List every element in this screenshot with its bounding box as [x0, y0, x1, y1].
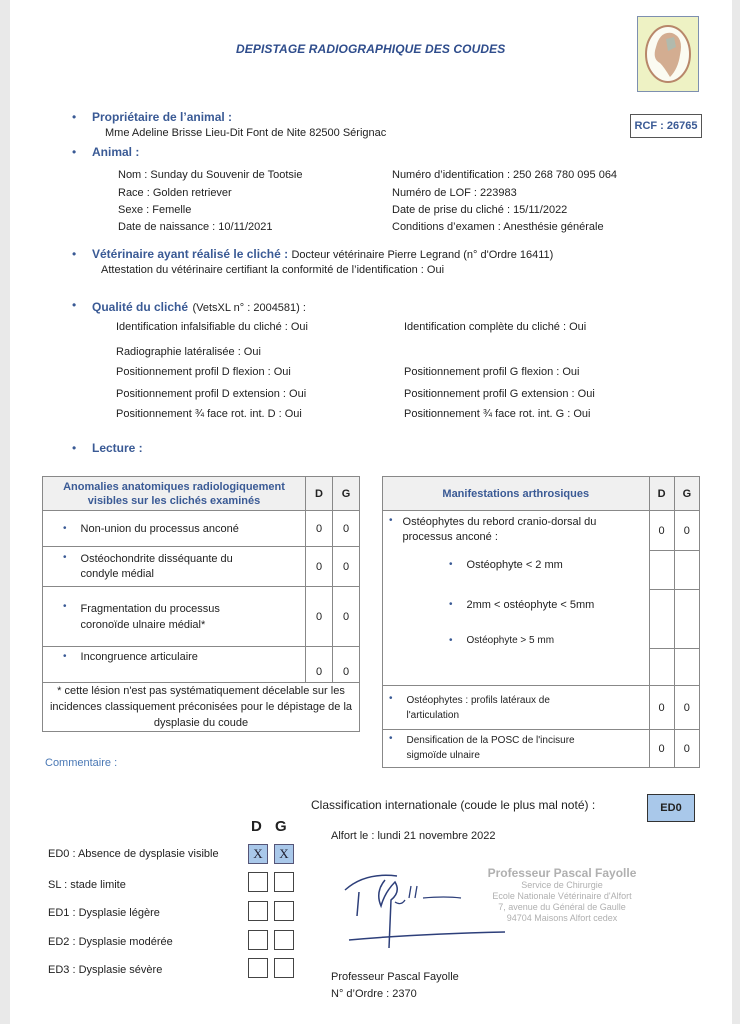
- quality-item: Positionnement profil G flexion : Oui: [404, 366, 580, 378]
- value-d: [649, 649, 674, 686]
- stamp-line: 7, avenue du Général de Gaulle: [498, 902, 626, 912]
- col-g-header: G: [333, 477, 360, 511]
- bullet-lecture: •: [72, 441, 77, 455]
- table-row: [383, 686, 700, 730]
- bullet-icon: •: [63, 600, 67, 612]
- rcf-number-box: RCF : 26765: [630, 114, 702, 138]
- row-label: Non-union du processus anconé: [80, 522, 239, 535]
- value-d: 0: [649, 730, 674, 768]
- classification-label: Classification internationale (coude le plus mal noté) :: [311, 798, 596, 812]
- animal-birthdate: Date de naissance : 10/11/2021: [118, 221, 273, 233]
- vet-attestation: Attestation du vétérinaire certifiant la conformité de l’identification : Oui: [101, 264, 445, 276]
- value-g: 0: [674, 686, 699, 730]
- quality-item: Positionnement ¾ face rot. int. D : Oui: [116, 408, 302, 420]
- stamp-line: Ecole Nationale Vétérinaire d'Alfort: [492, 891, 632, 901]
- table-row: [43, 547, 360, 587]
- checkbox-ed3-g[interactable]: [274, 958, 294, 978]
- value-d: 0: [649, 511, 674, 551]
- footnote: * cette lésion n'est pas systématiquement décelable sur les incidences classiquement préconisées pour le dépistage de la dysplasie du coude: [43, 683, 360, 732]
- animal-sex: Sexe : Femelle: [118, 204, 192, 216]
- col-g-header: G: [674, 477, 699, 511]
- row-label: 2mm < ostéophyte < 5mm: [466, 599, 595, 611]
- bullet-icon: •: [449, 599, 453, 610]
- quality-item: Positionnement profil G extension : Oui: [404, 388, 595, 400]
- dog-head-logo-icon: [637, 16, 699, 92]
- bullet-icon: •: [63, 551, 67, 563]
- animal-breed: Race : Golden retriever: [118, 187, 232, 199]
- checkbox-ed3-d[interactable]: [248, 958, 268, 978]
- row-label: Fragmentation du processus coronoïde ulnaire médial*: [80, 602, 220, 631]
- value-g: 0: [674, 730, 699, 768]
- value-g: [674, 649, 699, 686]
- classification-value: ED0: [647, 794, 695, 822]
- bullet-vet: •: [72, 247, 77, 261]
- value-d: 0: [306, 587, 333, 647]
- arthrosis-table: [382, 476, 700, 768]
- anomalies-table: [42, 476, 360, 732]
- bullet-owner: •: [72, 110, 77, 124]
- row-label: Ostéophytes : profils latéraux de l'articulation: [406, 694, 550, 721]
- signatory-order: N° d’Ordre : 2370: [331, 988, 417, 1000]
- checkbox-ed0-d[interactable]: X: [248, 844, 268, 864]
- bullet-animal: •: [72, 145, 77, 159]
- document-title: DEPISTAGE RADIOGRAPHIQUE DES COUDES: [236, 42, 506, 56]
- quality-item: Identification infalsifiable du cliché : Oui: [116, 321, 308, 333]
- document-page: [10, 0, 732, 1024]
- animal-lof-number: Numéro de LOF : 223983: [392, 187, 517, 199]
- row-label: Ostéophyte < 2 mm: [466, 559, 563, 571]
- stamp-line: 94704 Maisons Alfort cedex: [506, 913, 618, 923]
- value-g: 0: [333, 647, 360, 683]
- quality-line: [92, 298, 306, 316]
- value-d: [649, 590, 674, 649]
- checkbox-ed2-g[interactable]: [274, 930, 294, 950]
- vet-line: [92, 247, 553, 261]
- row-label: Incongruence articulaire: [80, 651, 198, 663]
- table-row: [383, 511, 700, 551]
- grade-label: ED2 : Dysplasie modérée: [48, 936, 173, 948]
- quality-heading: Qualité du cliché: [92, 300, 189, 314]
- quality-item: Positionnement profil D flexion : Oui: [116, 366, 291, 378]
- value-g: 0: [333, 587, 360, 647]
- bullet-icon: •: [389, 515, 393, 526]
- checkbox-ed1-g[interactable]: [274, 901, 294, 921]
- value-d: 0: [306, 647, 333, 683]
- owner-value: Mme Adeline Brisse Lieu-Dit Font de Nite 82500 Sérignac: [105, 127, 387, 139]
- quality-item: Positionnement profil D extension : Oui: [116, 388, 307, 400]
- checkbox-ed0-g[interactable]: X: [274, 844, 294, 864]
- grade-label: ED0 : Absence de dysplasie visible: [48, 848, 219, 860]
- animal-name: Nom : Sunday du Souvenir de Tootsie: [118, 169, 303, 181]
- vet-heading: Vétérinaire ayant réalisé le cliché :: [92, 247, 289, 261]
- grade-label: ED3 : Dysplasie sévère: [48, 964, 163, 976]
- row-label: Ostéophyte > 5 mm: [466, 635, 555, 646]
- value-d: 0: [649, 686, 674, 730]
- value-d: 0: [306, 511, 333, 547]
- value-g: 0: [333, 547, 360, 587]
- grade-label: ED1 : Dysplasie légère: [48, 907, 160, 919]
- grading-col-g: G: [275, 818, 287, 835]
- grading-col-d: D: [251, 818, 262, 835]
- bullet-icon: •: [63, 651, 67, 662]
- owner-heading: Propriétaire de l’animal :: [92, 110, 233, 124]
- value-g: [674, 551, 699, 590]
- value-d: [649, 551, 674, 590]
- table-row: [43, 647, 360, 683]
- value-d: 0: [306, 547, 333, 587]
- quality-ref: (VetsXL n° : 2004581) :: [192, 302, 306, 314]
- bullet-quality: •: [72, 298, 77, 312]
- checkbox-sl-g[interactable]: [274, 872, 294, 892]
- checkbox-sl-d[interactable]: [248, 872, 268, 892]
- comment-label: Commentaire :: [45, 757, 118, 769]
- xray-date: Date de prise du cliché : 15/11/2022: [392, 204, 568, 216]
- place-date: Alfort le : lundi 21 novembre 2022: [331, 830, 496, 842]
- table-row: [43, 511, 360, 547]
- value-g: [674, 590, 699, 649]
- col-d-header: D: [306, 477, 333, 511]
- table-row: [43, 587, 360, 647]
- bullet-icon: •: [389, 732, 393, 744]
- value-g: 0: [674, 511, 699, 551]
- official-stamp: [462, 866, 662, 924]
- col-d-header: D: [649, 477, 674, 511]
- animal-id-number: Numéro d’identification : 250 268 780 095 064: [392, 169, 618, 181]
- grade-label: SL : stade limite: [48, 879, 126, 891]
- table-row: [383, 730, 700, 768]
- stamp-line: Service de Chirurgie: [521, 880, 603, 890]
- bullet-icon: •: [449, 559, 453, 570]
- animal-heading: Animal :: [92, 145, 140, 159]
- quality-item: Radiographie latéralisée : Oui: [116, 346, 261, 358]
- checkbox-ed2-d[interactable]: [248, 930, 268, 950]
- quality-item: Identification complète du cliché : Oui: [404, 321, 587, 333]
- value-g: 0: [333, 511, 360, 547]
- arthrosis-header: Manifestations arthrosiques: [383, 477, 650, 511]
- row-label: Ostéochondrite disséquante du condyle médial: [80, 552, 233, 580]
- lecture-heading: Lecture :: [92, 441, 143, 455]
- row-label: Densification de la POSC de l'incisure sigmoïde ulnaire: [406, 734, 575, 761]
- exam-conditions: Conditions d’examen : Anesthésie générale: [392, 221, 604, 233]
- checkbox-ed1-d[interactable]: [248, 901, 268, 921]
- quality-item: Positionnement ¾ face rot. int. G : Oui: [404, 408, 591, 420]
- bullet-icon: •: [449, 635, 453, 646]
- bullet-icon: •: [389, 692, 393, 704]
- bullet-icon: •: [63, 522, 67, 534]
- anomalies-header: Anomalies anatomiques radiologiquement visibles sur les clichés examinés: [43, 477, 306, 511]
- row-label: Ostéophytes du rebord cranio-dorsal du processus anconé :: [402, 516, 597, 543]
- vet-value: Docteur vétérinaire Pierre Legrand (n° d'Ordre 16411): [291, 249, 554, 261]
- stamp-line: Professeur Pascal Fayolle: [487, 866, 637, 880]
- signatory-name: Professeur Pascal Fayolle: [331, 971, 459, 983]
